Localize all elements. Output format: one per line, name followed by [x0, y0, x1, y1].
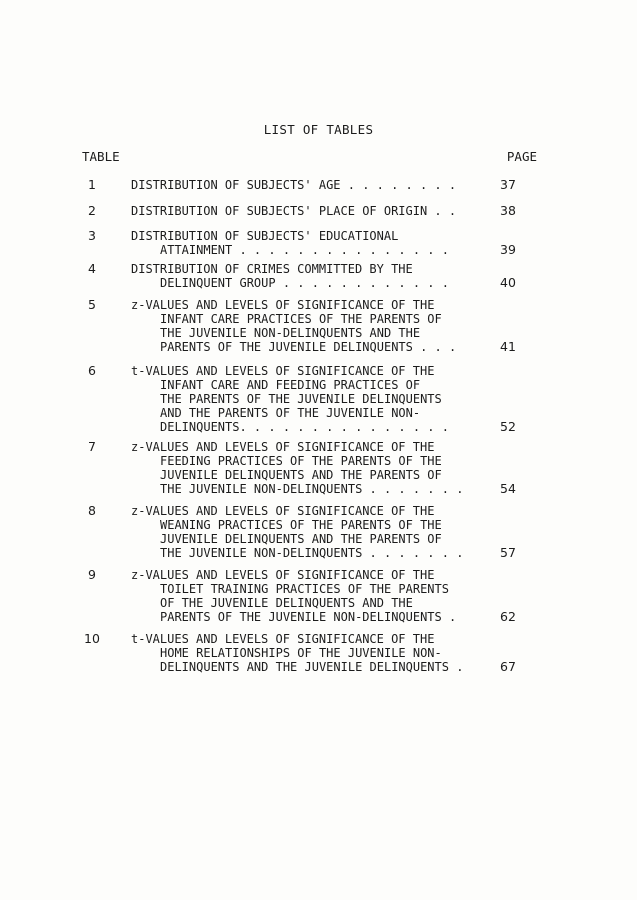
table-number: 9	[88, 567, 96, 582]
page-number: 38	[500, 203, 516, 218]
caption-line: THE JUVENILE NON-DELINQUENTS AND THE	[160, 326, 421, 340]
caption-line: PARENTS OF THE JUVENILE DELINQUENTS . . .	[160, 340, 457, 354]
caption-line: THE JUVENILE NON-DELINQUENTS . . . . . . .	[160, 546, 464, 560]
table-number: 6	[88, 363, 96, 378]
caption-line: t-VALUES AND LEVELS OF SIGNIFICANCE OF THE	[131, 364, 435, 378]
page-number: 52	[500, 419, 516, 434]
page-number: 39	[500, 242, 516, 257]
caption-line: TOILET TRAINING PRACTICES OF THE PARENTS	[160, 582, 449, 596]
caption-line: FEEDING PRACTICES OF THE PARENTS OF THE	[160, 454, 442, 468]
caption-line: z-VALUES AND LEVELS OF SIGNIFICANCE OF THE	[131, 298, 435, 312]
table-caption	[131, 568, 491, 624]
table-number: 7	[88, 439, 96, 454]
caption-line: t-VALUES AND LEVELS OF SIGNIFICANCE OF THE	[131, 632, 435, 646]
caption-line: JUVENILE DELINQUENTS AND THE PARENTS OF	[160, 468, 442, 482]
caption-line: DELINQUENTS. . . . . . . . . . . . . . .	[160, 420, 449, 434]
caption-line: DISTRIBUTION OF CRIMES COMMITTED BY THE	[131, 262, 413, 276]
table-caption	[131, 229, 491, 257]
table-caption	[131, 262, 491, 290]
table-caption	[131, 632, 491, 674]
table-number: 2	[88, 203, 96, 218]
caption-line: ATTAINMENT . . . . . . . . . . . . . . .	[160, 243, 449, 257]
table-number: 4	[88, 261, 96, 276]
table-caption	[131, 504, 491, 560]
page-number: 41	[500, 339, 516, 354]
table-caption	[131, 204, 491, 218]
table-number: 3	[88, 228, 96, 243]
caption-line: THE PARENTS OF THE JUVENILE DELINQUENTS	[160, 392, 442, 406]
caption-line: z-VALUES AND LEVELS OF SIGNIFICANCE OF THE	[131, 504, 435, 518]
table-number: 8	[88, 503, 96, 518]
page-column-heading: PAGE	[506, 149, 537, 164]
page-number: 40	[500, 275, 516, 290]
table-number: 10	[84, 631, 100, 646]
caption-line: WEANING PRACTICES OF THE PARENTS OF THE	[160, 518, 442, 532]
table-caption	[131, 298, 491, 354]
caption-line: INFANT CARE PRACTICES OF THE PARENTS OF	[160, 312, 442, 326]
caption-line: DELINQUENTS AND THE JUVENILE DELINQUENTS .	[160, 660, 464, 674]
page-number: 67	[500, 659, 516, 674]
caption-line: DISTRIBUTION OF SUBJECTS' EDUCATIONAL	[131, 229, 399, 243]
caption-line: HOME RELATIONSHIPS OF THE JUVENILE NON-	[160, 646, 442, 660]
page-number: 54	[500, 481, 516, 496]
caption-line: AND THE PARENTS OF THE JUVENILE NON-	[160, 406, 421, 420]
caption-line: z-VALUES AND LEVELS OF SIGNIFICANCE OF THE	[131, 568, 435, 582]
caption-line: z-VALUES AND LEVELS OF SIGNIFICANCE OF THE	[131, 440, 435, 454]
caption-line: OF THE JUVENILE DELINQUENTS AND THE	[160, 596, 413, 610]
caption-line: DISTRIBUTION OF SUBJECTS' AGE . . . . . . . .	[131, 178, 457, 192]
table-caption	[131, 440, 491, 496]
page-title: LIST OF TABLES	[263, 122, 374, 137]
table-caption	[131, 178, 491, 192]
caption-line: INFANT CARE AND FEEDING PRACTICES OF	[160, 378, 421, 392]
table-caption	[131, 364, 491, 434]
table-number: 5	[88, 297, 96, 312]
caption-line: JUVENILE DELINQUENTS AND THE PARENTS OF	[160, 532, 442, 546]
page-number: 37	[500, 177, 516, 192]
caption-line: PARENTS OF THE JUVENILE NON-DELINQUENTS .	[160, 610, 457, 624]
table-column-heading: TABLE	[82, 149, 120, 164]
page-number: 62	[500, 609, 516, 624]
caption-line: DELINQUENT GROUP . . . . . . . . . . . .	[160, 276, 449, 290]
caption-line: DISTRIBUTION OF SUBJECTS' PLACE OF ORIGIN . .	[131, 204, 457, 218]
page-number: 57	[500, 545, 516, 560]
caption-line: THE JUVENILE NON-DELINQUENTS . . . . . . .	[160, 482, 464, 496]
table-number: 1	[88, 177, 96, 192]
